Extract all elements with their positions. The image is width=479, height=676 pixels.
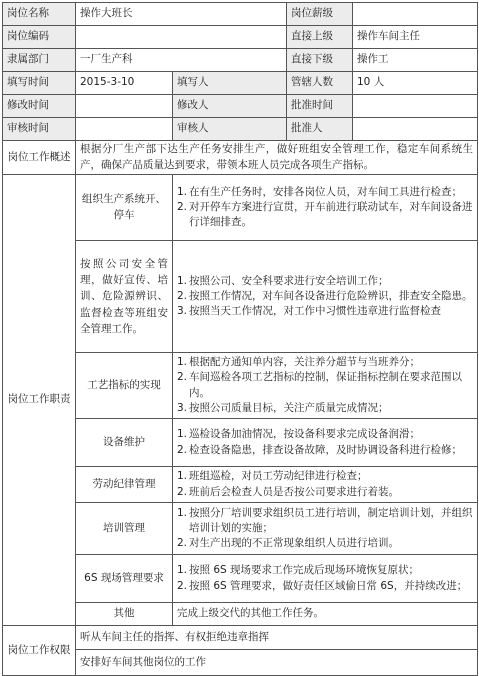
value-staff-count: 10 人 <box>353 72 478 95</box>
duty-point: 2. 对开停车方案进行宣贯，开车前进行联动试车，对车间设备进行详细排查。 <box>177 200 473 229</box>
label-filler <box>173 72 287 95</box>
row-overview <box>3 141 478 175</box>
label-reviewer <box>173 118 287 141</box>
duty-point: 2. 班前后会检查人员是否按公司要求进行着装。 <box>177 485 399 498</box>
row-job-code <box>3 26 478 49</box>
duty-row-1 <box>3 175 478 241</box>
duty-points-5 <box>173 467 478 503</box>
label-pay-grade: 岗位薪级 <box>287 3 353 26</box>
row-modify-time <box>3 95 478 118</box>
row-department <box>3 49 478 72</box>
duty-point: 3. 按照当天工作情况，对工作中习惯性违章进行监督检查 <box>177 305 441 318</box>
label-review-time: 审核时间 <box>3 118 76 141</box>
value-pay-grade <box>353 3 478 26</box>
label-direct-superior: 直接上级 <box>287 26 353 49</box>
duty-point: 1. 按照分厂培训要求组织员工进行培训，制定培训计划，并组织培训计划的实施； <box>177 506 473 534</box>
label-modifier <box>173 95 287 118</box>
duty-point: 完成上级交代的其他工作任务。 <box>177 607 324 620</box>
label-fill-time: 填写时间 <box>3 72 76 95</box>
duty-point: 2. 车间巡检各项工艺指标的控制，保证指标控制在要求范围以内。 <box>177 371 462 399</box>
label-overview: 岗位工作概述 <box>3 141 76 175</box>
duty-name-3: 工艺指标的实现 <box>76 353 173 419</box>
duty-name-2: 按照公司安全管理，做好宣传、培训、危险源辨识、监督检查等班组安全管理工作。 <box>76 241 173 353</box>
authority-item-2: 安排好车间其他岗位的工作 <box>76 650 478 676</box>
value-job-name: 操作大班长 <box>76 3 287 26</box>
label-duties: 岗位工作职责 <box>3 175 76 626</box>
duty-point: 1. 班组巡检，对员工劳动纪律进行检查； <box>177 470 368 483</box>
value-overview: 根据分厂生产部下达生产任务安排生产，做好班组安全管理工作，稳定车间系统生产，确保产品质量达到要求，带领本班人员完成各项生产指标。 <box>76 141 478 175</box>
duty-point: 1. 根据配方通知单内容，关注养分超节与当班养分； <box>177 356 420 369</box>
label-job-name: 岗位名称 <box>3 3 76 26</box>
label-department: 隶属部门 <box>3 49 76 72</box>
duty-name-6: 培训管理 <box>76 503 173 555</box>
duty-point: 2. 按照 6S 管理要求，做好责任区域偷日常 6S，并持续改进； <box>177 579 468 592</box>
duty-points-6 <box>173 503 478 555</box>
label-approve-time: 批准时间 <box>287 95 353 118</box>
duty-points-1 <box>173 175 478 241</box>
label-reviewer-text: 审核人 <box>177 122 209 135</box>
duty-point: 2. 检查设备隐患，排查设备故障，及时协调设备科进行检修； <box>177 443 462 456</box>
value-modify-time <box>76 95 173 118</box>
row-job-name <box>3 3 478 26</box>
row-review-time <box>3 118 478 141</box>
value-fill-time: 2015-3-10 <box>76 72 173 95</box>
value-job-code <box>76 26 287 49</box>
duty-points-3 <box>173 353 478 419</box>
value-direct-superior: 操作车间主任 <box>353 26 478 49</box>
value-approver <box>353 118 478 141</box>
label-direct-subordinate: 直接下级 <box>287 49 353 72</box>
duty-point: 1. 巡检设备加油情况，按设备科要求完成设备润滑； <box>177 428 420 441</box>
label-modifier-text: 修改人 <box>177 99 209 112</box>
value-approve-time <box>353 95 478 118</box>
duty-name-7: 6S 现场管理要求 <box>76 555 173 603</box>
duty-points-8 <box>173 603 478 626</box>
value-review-time <box>76 118 173 141</box>
duty-points-7 <box>173 555 478 603</box>
duty-point: 2. 按照工作情况，对车间各设备进行危险辨识，排查安全隐患。 <box>177 289 473 302</box>
label-filler-text: 填写人 <box>177 76 209 89</box>
duty-point: 3. 按照公司质量目标，关注产质量完成情况； <box>177 401 389 414</box>
duty-point: 1. 按照 6S 现场要求工作完成后现场环境恢复原状； <box>177 564 420 577</box>
label-authority: 岗位工作权限 <box>3 626 76 676</box>
duty-name-1: 组织生产系统开、停车 <box>76 175 173 241</box>
value-department: 一厂生产科 <box>76 49 287 72</box>
label-approver: 批准人 <box>287 118 353 141</box>
job-description-form <box>2 2 477 676</box>
label-staff-count: 管辖人数 <box>287 72 353 95</box>
duty-points-4 <box>173 419 478 467</box>
form-table <box>2 2 478 676</box>
label-modify-time: 修改时间 <box>3 95 76 118</box>
authority-item-1: 听从车间主任的指挥、有权拒绝违章指挥 <box>76 626 478 650</box>
duty-name-4: 设备维护 <box>76 419 173 467</box>
label-job-code: 岗位编码 <box>3 26 76 49</box>
row-fill-time <box>3 72 478 95</box>
duty-point: 2. 对生产出现的不正常现象组织人员进行培训。 <box>177 537 399 550</box>
duty-point: 1. 在有生产任务时，安排各岗位人员，对车间工具进行检查； <box>177 185 462 198</box>
duty-points-2 <box>173 241 478 353</box>
value-direct-subordinate: 操作工 <box>353 49 478 72</box>
duty-name-5: 劳动纪律管理 <box>76 467 173 503</box>
duty-point: 1. 按照公司、安全科要求进行安全培训工作； <box>177 274 389 287</box>
duty-name-8: 其他 <box>76 603 173 626</box>
authority-row-1 <box>3 626 478 650</box>
